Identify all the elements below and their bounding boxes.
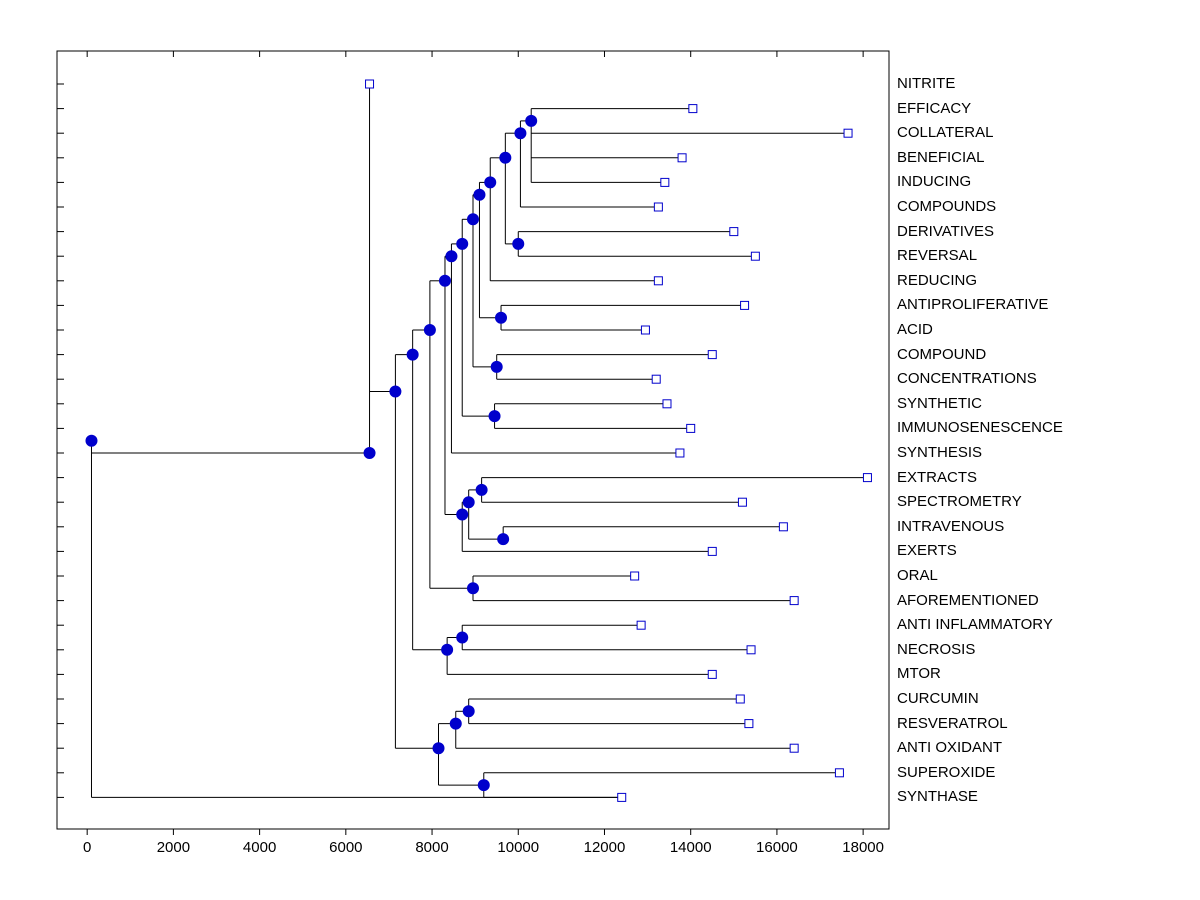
leaf-marker [661,178,669,186]
leaf-label: COLLATERAL [897,124,994,142]
leaf-label: COMPOUNDS [897,198,997,215]
leaf-marker [790,597,798,605]
leaf-marker [678,154,686,162]
internal-node-marker [450,718,461,729]
internal-node-marker [500,152,511,163]
leaf-marker [745,720,753,728]
leaf-marker [844,129,852,137]
internal-node-marker [457,238,468,249]
leaf-label: NECROSIS [897,640,976,658]
leaf-label: CONCENTRATIONS [897,370,1037,388]
leaf-marker [366,80,374,88]
leaf-marker [676,449,684,457]
x-axis-tick-label: 0 [83,839,92,856]
internal-node-marker [424,325,435,336]
leaf-label: SYNTHASE [897,788,978,806]
leaf-label: SYNTHESIS [897,444,983,461]
leaf-label: IMMUNOSENESCENCE [897,419,1063,437]
leaf-label: COMPOUND [897,345,987,363]
leaf-label: ANTIPROLIFERATIVE [897,296,1049,314]
leaf-marker [736,695,744,703]
leaf-marker [631,572,639,580]
leaf-label: ANTI OXIDANT [897,739,1003,757]
leaf-label: ANTI INFLAMMATORY [897,616,1053,634]
internal-node-marker [496,312,507,323]
internal-node-marker [485,177,496,188]
leaf-marker [741,301,749,309]
leaf-label: DERIVATIVES [897,222,994,240]
leaf-label: EXTRACTS [897,468,978,486]
internal-node-marker [433,743,444,754]
leaf-marker [779,523,787,531]
leaf-marker [689,105,697,113]
internal-node-marker [478,780,489,791]
leaf-label: SUPEROXIDE [897,763,996,781]
x-axis-tick-label: 6000 [329,839,363,856]
leaf-label: AFOREMENTIONED [897,591,1039,609]
leaf-marker [663,400,671,408]
internal-node-marker [513,238,524,249]
internal-node-marker [476,484,487,495]
internal-node-marker [463,497,474,508]
leaf-marker [641,326,649,334]
leaf-label: RESVERATROL [897,714,1008,732]
leaf-marker [637,621,645,629]
internal-node-marker [463,706,474,717]
leaf-label: ORAL [897,567,938,584]
internal-node-marker [491,361,502,372]
leaf-label: REDUCING [897,271,978,289]
leaf-label: CURCUMIN [897,690,979,707]
leaf-label: EFFICACY [897,99,972,117]
leaf-marker [863,474,871,482]
leaf-label: ACID [897,321,933,338]
leaf-label: EXERTS [897,542,957,560]
x-axis-tick-label: 16000 [756,839,798,856]
leaf-marker [790,744,798,752]
internal-node-marker [442,644,453,655]
leaf-marker [652,375,660,383]
leaf-marker [654,277,662,285]
leaf-label: SYNTHETIC [897,394,983,412]
leaf-label: MTOR [897,665,941,683]
leaf-marker [708,670,716,678]
internal-node-marker [446,251,457,262]
x-axis-tick-label: 18000 [842,839,884,856]
x-axis-tick-label: 4000 [242,839,277,856]
leaf-label: NITRITE [897,75,956,92]
leaf-marker [618,793,626,801]
x-axis-tick-label: 8000 [415,839,449,856]
leaf-marker [708,547,716,555]
leaf-marker [654,203,662,211]
leaf-marker [730,228,738,236]
leaf-label: INTRAVENOUS [897,517,1005,535]
leaf-marker [708,351,716,359]
internal-node-marker [439,275,450,286]
x-axis-tick-label: 12000 [583,839,626,856]
internal-node-marker [86,435,97,446]
internal-node-marker [407,349,418,360]
x-axis-tick-label: 10000 [497,839,540,856]
leaf-label: REVERSAL [897,247,978,265]
leaf-marker [751,252,759,260]
internal-node-marker [468,583,479,594]
internal-node-marker [526,115,537,126]
internal-node-marker [457,632,468,643]
leaf-marker [747,646,755,654]
internal-node-marker [489,411,500,422]
internal-node-marker [474,189,485,200]
leaf-marker [738,498,746,506]
internal-node-marker [457,509,468,520]
leaf-label: SPECTROMETRY [897,493,1022,511]
internal-node-marker [515,128,526,139]
leaf-label: BENEFICIAL [897,148,985,166]
leaf-label: INDUCING [897,173,972,191]
internal-node-marker [468,214,479,225]
internal-node-marker [364,448,375,459]
internal-node-marker [390,386,401,397]
leaf-marker [835,769,843,777]
internal-node-marker [498,534,509,545]
leaf-marker [687,424,695,432]
x-axis-tick-label: 2000 [156,839,191,856]
x-axis-tick-label: 14000 [669,839,712,856]
